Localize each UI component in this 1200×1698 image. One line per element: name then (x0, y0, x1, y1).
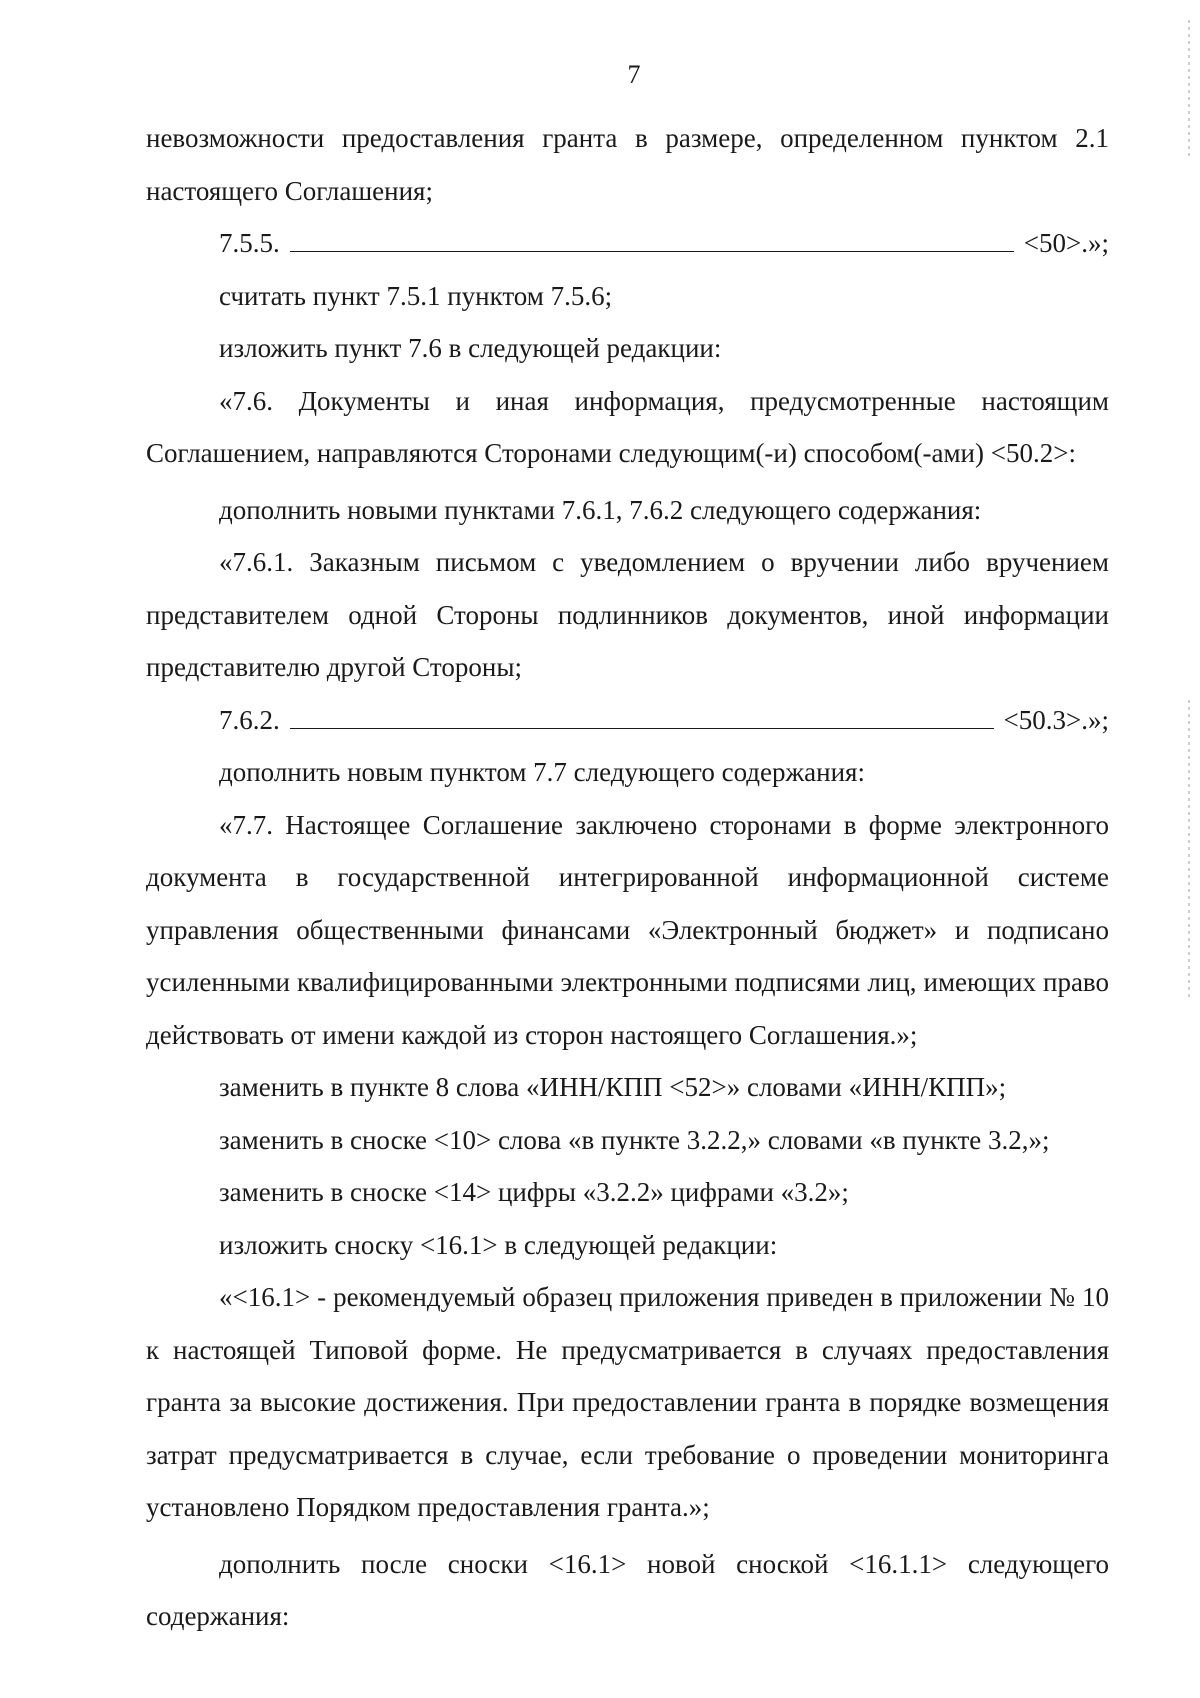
paragraph-restate-7-6: изложить пункт 7.6 в следующей редакции: (219, 333, 722, 363)
paragraph-add-7-6-1-7-6-2: дополнить новыми пунктами 7.6.1, 7.6.2 следующего содержания: (219, 494, 982, 525)
clause-7-5-5-blank-line (290, 221, 1014, 252)
scan-edge-mark (1188, 700, 1190, 1000)
clause-7-6-2-number: 7.6.2. (219, 704, 280, 735)
paragraph-clause-7-7: «7.7. Настоящее Соглашение заключено сторонами в форме электронного документа в государственной интегрированной информационной системе управления общественными финансами «Электронный бюджет» и подписано усиленными квалифицированными электронными подписями лиц, имеющих право действовать от имени каждой из сторон настоящего Соглашения.»; (146, 809, 1109, 1050)
clause-7-5-5-footnote-ref: <50>.»; (1023, 228, 1109, 258)
clause-7-5-5 (146, 217, 1109, 270)
paragraph-replace-footnote-10: заменить в сноске <10> слова «в пункте 3.2.2,» словами «в пункте 3.2,»; (219, 1124, 1050, 1155)
clause-7-6-2 (146, 694, 1109, 747)
paragraph-clause-7-6-1: «7.6.1. Заказным письмом с уведомлением о вручении либо вручением представителем одной Стороны подлинников документов, иной информации представителю другой Стороны; (146, 547, 1109, 682)
paragraph-restate-footnote-16-1: изложить сноску <16.1> в следующей редакции: (219, 1229, 778, 1260)
paragraph-replace-point-8: заменить в пункте 8 слова «ИНН/КПП <52>» словами «ИНН/КПП»; (219, 1072, 1007, 1102)
clause-7-5-5-number: 7.5.5. (219, 228, 280, 258)
paragraph-add-footnote-16-1-1: дополнить после сноски <16.1> новой сноской <16.1.1> следующего содержания: (146, 1548, 1109, 1631)
paragraph-footnote-16-1: «<16.1> - рекомендуемый образец приложения приведен в приложении № 10 к настоящей Типовой форме. Не предусматривается в случаях предоставления гранта за высокие достижения. При предоставлении гранта в порядке возмещения затрат предусматривается в случае, если требование о проведении мониторинга установлено Порядком предоставления гранта.»; (146, 1282, 1109, 1522)
paragraph-clause-7-6: «7.6. Документы и иная информация, предусмотренные настоящим Соглашением, направляются Сторонами следующим(-и) способом(-ами) <50.2>: (146, 385, 1109, 468)
scan-edge-mark (1188, 20, 1190, 160)
paragraph-add-7-7: дополнить новым пунктом 7.7 следующего содержания: (219, 757, 865, 787)
page-number: 7 (627, 60, 641, 89)
paragraph-renumber-7-5-1: считать пункт 7.5.1 пунктом 7.5.6; (219, 280, 613, 311)
clause-7-6-2-blank-line (290, 698, 994, 729)
paragraph-replace-footnote-14: заменить в сноске <14> цифры «3.2.2» цифрами «3.2»; (219, 1177, 849, 1207)
paragraph-grant-impossibility: невозможности предоставления гранта в размере, определенном пунктом 2.1 настоящего Соглашения; (146, 123, 1109, 206)
document-body (146, 112, 1109, 1643)
clause-7-6-2-footnote-ref: <50.3>.»; (1003, 704, 1109, 735)
